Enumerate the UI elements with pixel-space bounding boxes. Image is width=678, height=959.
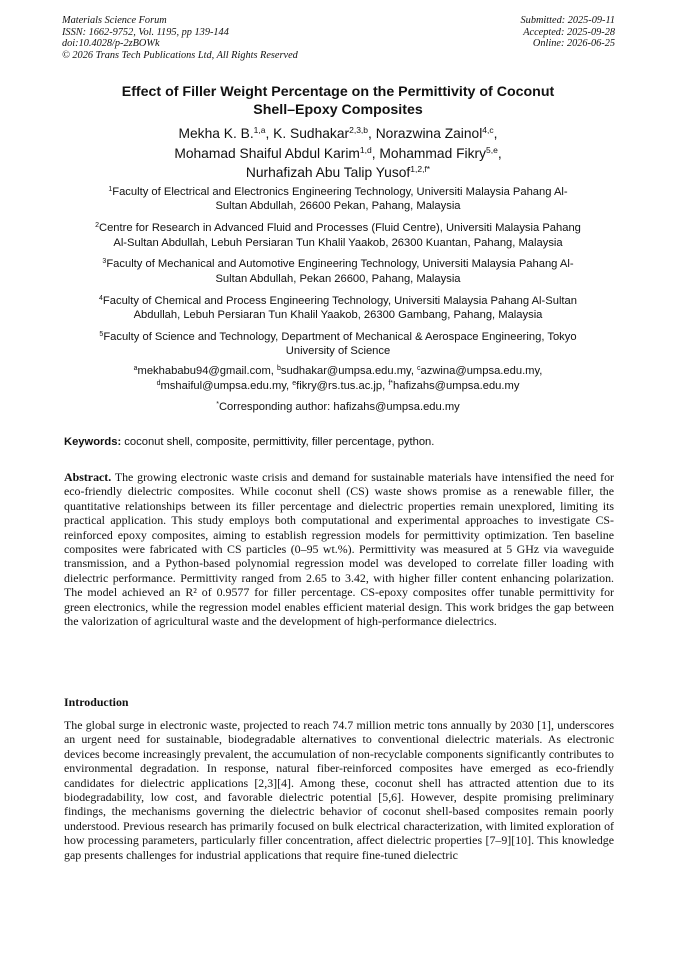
author-sup: 1,d (359, 144, 372, 155)
affiliation-list (62, 185, 614, 366)
author-sep: , (493, 126, 498, 141)
author-name: Mekha K. B. (178, 126, 254, 141)
email-address: mshaiful@umpsa.edu.my, (160, 379, 293, 392)
affiliation-1 (62, 185, 614, 214)
journal-header (62, 15, 298, 61)
copyright-line: © 2026 Trans Tech Publications Ltd, All Rights Reserved (62, 49, 298, 61)
corresponding-text: Corresponding author: hafizahs@umpsa.edu.my (218, 401, 460, 413)
email-address: fikry@rs.tus.ac.jp, (296, 379, 389, 392)
author-name: Norazwina Zainol (375, 126, 483, 141)
author-sup: 4,c (482, 125, 494, 135)
section-heading: Introduction (64, 695, 129, 709)
title-line-1: Effect of Filler Weight Percentage on the Permittivity of Coconut (121, 84, 555, 100)
keywords-text: coconut shell, composite, permittivity, filler percentage, python. (121, 436, 435, 448)
author-name: Mohamad Shaiful Abdul Karim (174, 145, 360, 161)
introduction-text: The global surge in electronic waste, projected to reach 74.7 million metric tons annually by 2030 [1], underscores an urgent need for sustainable, biodegradable alternatives to conventional dielectric materials. As electronic devices become increasingly prevalent, the accumulation of non-recyclable components significantly contributes to environmental degradation. In response, natural fiber-reinforced composites have emerged as eco-friendly candidates for dielectric applications [2,3][4]. Among these, coconut shell has attracted attention due to its biodegradability, low cost, and favorable dielectric potential [5,6]. However, despite promising preliminary findings, the mechanisms governing the dielectric behavior of coconut shell-based composites remain poorly understood. Previous research has primarily focused on bulk electrical characterization, with limited exploration of how processing parameters, particularly filler concentration, affect dielectric properties [7–9][10]. This knowledge gap presents challenges for industrial applications that require fine-tuned dielectric (64, 718, 614, 862)
author-sep: , (265, 126, 274, 141)
affiliation-text: Faculty of Chemical and Process Engineering Technology, Universiti Malaysia Pahang Al-Sultan (102, 294, 577, 307)
abstract-label: Abstract. (64, 470, 112, 484)
title-line-2: Shell–Epoxy Composites (253, 102, 423, 118)
affiliation-text: University of Science (285, 345, 391, 358)
affiliation-text: Sultan Abdullah, 26600 Pekan, Pahang, Malaysia (215, 200, 461, 213)
journal-name: Materials Science Forum (62, 15, 167, 26)
affiliation-3 (62, 257, 614, 286)
affiliation-text: Abdullah, Lebuh Persiaran Tun Khalil Yaakob, 26300 Gambang, Pahang, Malaysia (133, 309, 543, 322)
email-address: hafizahs@umpsa.edu.my (393, 379, 520, 392)
affiliation-text: Al-Sultan Abdullah, Lebuh Persiaran Tun Khalil Yaakob, 26300 Kuantan, Pahang, Malaysia (113, 236, 563, 249)
affiliation-text: Sultan Abdullah, Pekan 26600, Pahang, Malaysia (215, 272, 461, 285)
submitted-date: Submitted: 2025-09-11 (520, 15, 615, 26)
affiliation-4 (62, 294, 614, 323)
affiliation-text: Faculty of Science and Technology, Department of Mechanical & Aerospace Engineering, Tokyo (103, 330, 577, 343)
author-sup: 1,a (253, 125, 266, 135)
email-address: mekhababu94@gmail.com, (137, 365, 277, 377)
author-sep: , (371, 145, 380, 161)
author-sup: 1,2,f* (410, 164, 431, 174)
keywords-label: Keywords: (64, 436, 122, 448)
affiliation-text: Faculty of Electrical and Electronics Engineering Technology, Universiti Malaysia Pahang Al- (112, 186, 568, 198)
author-line-3 (62, 163, 614, 183)
affiliation-2 (62, 221, 614, 250)
dates-header (521, 15, 615, 50)
author-line-2 (62, 144, 614, 164)
author-sep: , (368, 126, 376, 141)
email-address: azwina@umpsa.edu.my, (420, 365, 543, 377)
accepted-date: Accepted: 2025-09-28 (523, 26, 615, 38)
author-sup: 5,e (485, 144, 498, 155)
affiliation-number: 3 (102, 258, 107, 266)
author-line-1 (62, 124, 614, 144)
online-date: Online: 2026-06-25 (532, 38, 615, 50)
author-name: K. Sudhakar (273, 126, 350, 141)
author-list (62, 124, 614, 183)
email-line-2: $^d$mshaiful@umpsa.edu.my, $^e$fikry@rs.tus.ac.jp, $^{f*}$hafizahs@umpsa.edu.my (156, 379, 520, 392)
affiliation-text: Faculty of Mechanical and Automotive Engineering Technology, Universiti Malaysia Pahang Al- (106, 258, 574, 271)
affiliation-5 (62, 330, 614, 359)
author-sep: , (497, 145, 502, 161)
corresponding-mark: * (216, 401, 219, 408)
paper-title (62, 83, 614, 119)
affiliation-text: Centre for Research in Advanced Fluid and Processes (Fluid Centre), Universiti Malaysia Pahang (98, 222, 581, 235)
email-line-1: $^a$mekhababu94@gmail.com, $^b$sudhakar@umpsa.edu.my, $^c$azwina@umpsa.edu.my, (133, 365, 543, 377)
author-name: Nurhafizah Abu Talip Yusof (245, 165, 411, 180)
email-list (62, 364, 614, 393)
keywords (64, 435, 614, 449)
email-address: sudhakar@umpsa.edu.my, (280, 365, 418, 377)
affiliation-number: 2 (95, 222, 99, 230)
affiliation-number: 5 (99, 330, 104, 338)
author-sup: 2,3,b (349, 125, 369, 135)
abstract-text: The growing electronic waste crisis and demand for sustainable materials have intensified the need for eco-friendly dielectric composites. While coconut shell (CS) waste shows promise as a renewable filler, the quantitative relationships between its filler percentage and dielectric properties remain unexplored, limiting its practical application. This study employs both computational and experimental approaches to investigate CS-reinforced epoxy composites, aiming to establish regression models for permittivity optimization. Ten baseline composites were fabricated with CS particles (0–95 wt.%). Permittivity was measured at 5 GHz via waveguide transmission, and a Python-based polynomial regression model was developed to correlate filler loading with dielectric performance. Permittivity ranged from 2.65 to 3.42, with higher filler content enhancing polarization. The model achieved an R² of 0.9577 for filler percentage. CS-epoxy composites offer tunable permittivity for green electronics, while the regression model enables efficient material design. This work bridges the gap between the valorization of agricultural waste and the development of high-performance dielectrics. (64, 470, 614, 629)
affiliation-number: 1 (108, 186, 113, 193)
corresponding-author (62, 400, 614, 414)
affiliation-number: 4 (99, 294, 103, 302)
author-name: Mohammad Fikry (379, 145, 486, 161)
abstract (64, 470, 614, 628)
doi-line: doi:10.4028/p-2zBOWk (62, 38, 160, 50)
issn-line: ISSN: 1662-9752, Vol. 1195, pp 139-144 (62, 26, 229, 38)
